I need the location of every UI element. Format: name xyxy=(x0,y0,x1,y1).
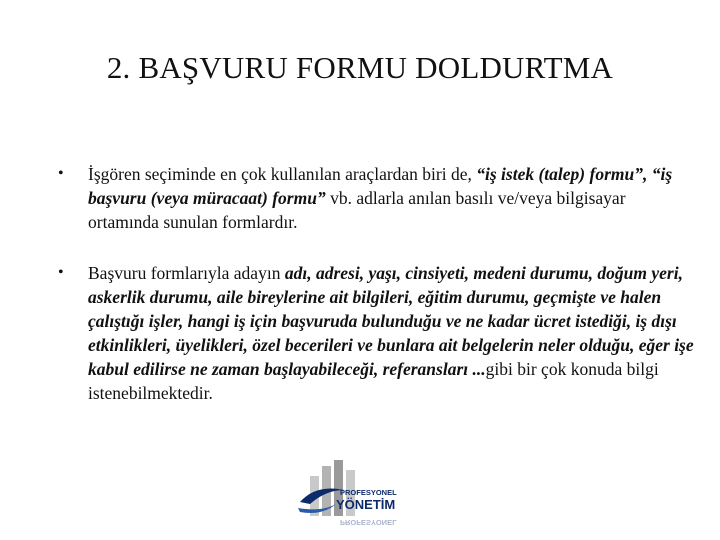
bullet-text-segment: gibi bir çok konuda bilgi istenebilmektedir. xyxy=(88,359,659,403)
bullet-text-segment: vb. adlarla anılan basılı ve/veya bilgisayar ortamında sunulan formlardır. xyxy=(88,188,626,232)
bullet-marker: • xyxy=(58,165,64,182)
page-title: 2. BAŞVURU FORMU DOLDURTMA xyxy=(106,50,614,85)
profesyonel-yonetim-logo xyxy=(296,460,446,540)
bullet-text-emphasis: “iş istek (talep) formu”, “iş başvuru (veya müracaat) formu” xyxy=(88,164,673,208)
bullet-text-segment: Başvuru formlarıyla adayın xyxy=(88,263,285,283)
bullet-list xyxy=(58,162,698,405)
logo-text-main: YÖNETİM xyxy=(336,497,396,512)
logo-reflection: PROFESYONEL xyxy=(340,518,397,527)
logo-text-top: PROFESYONEL xyxy=(340,488,397,497)
bullet-text-emphasis: ... xyxy=(468,359,486,379)
bullet-marker: • xyxy=(58,264,64,281)
bullet-item xyxy=(58,261,698,405)
bullet-item xyxy=(58,162,698,234)
bullet-text-emphasis: adı, adresi, yaşı, cinsiyeti, medeni durumu, doğum yeri, askerlik durumu, aile bireylerine ait bilgileri, eğitim durumu, geçmişte ve halen çalıştığı işler, hangi iş için başvuruda bulunduğu ve ne kadar ücret istediği, iş dışı etkinlikleri, üyelikleri, özel becerileri ve bunlara ait belgelerin neler olduğu, eğer işe kabul edilirse ne zaman başlayabileceği, referansları xyxy=(88,263,694,379)
bullet-text-segment: İşgören seçiminde en çok kullanılan araçlardan biri de, xyxy=(88,164,477,184)
